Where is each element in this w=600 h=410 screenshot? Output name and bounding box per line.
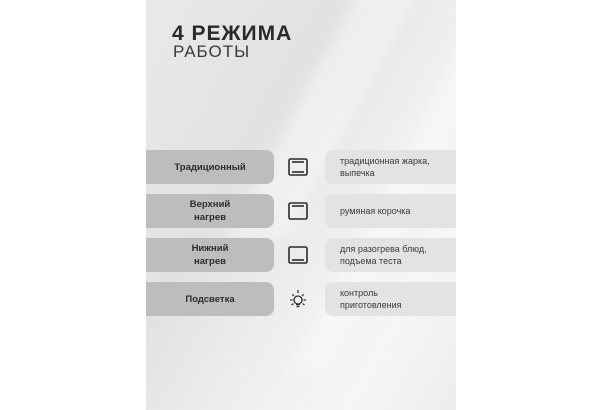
mode-row — [146, 282, 456, 316]
mode-label: Верхний нагрев — [146, 194, 274, 228]
light-bulb-icon — [287, 288, 309, 310]
mode-description: контроль приготовления — [325, 282, 456, 316]
title-line-1: 4 РЕЖИМА — [172, 22, 293, 45]
oven-top-bottom-heat-icon — [287, 156, 309, 178]
infographic-card — [146, 0, 456, 410]
mode-label: Подсветка — [146, 282, 274, 316]
mode-description: традиционная жарка, выпечка — [325, 150, 456, 184]
title-line-2: РАБОТЫ — [173, 42, 251, 61]
mode-row — [146, 194, 456, 228]
mode-label: Нижний нагрев — [146, 238, 274, 272]
mode-label: Традиционный — [146, 150, 274, 184]
mode-description: румяная корочка — [325, 194, 456, 228]
oven-bottom-heat-icon — [287, 244, 309, 266]
mode-row — [146, 150, 456, 184]
mode-row — [146, 238, 456, 272]
mode-description: для разогрева блюд, подъема теста — [325, 238, 456, 272]
oven-top-heat-icon — [287, 200, 309, 222]
